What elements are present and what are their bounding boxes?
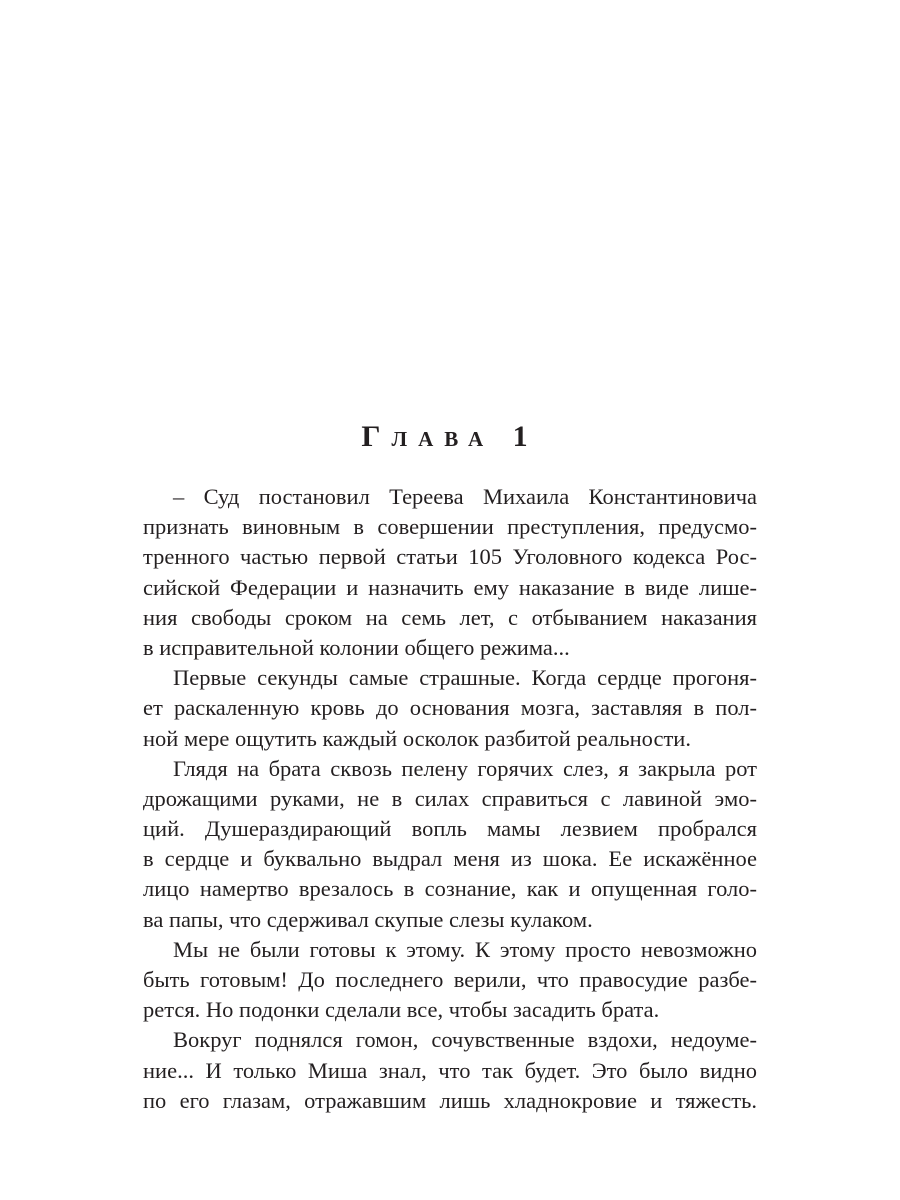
text-line: признать виновным в совершении преступления, предусмо- (143, 514, 757, 540)
text-line: в исправительной колонии общего режима... (143, 634, 570, 660)
paragraph (143, 935, 757, 1026)
paragraph (143, 1025, 757, 1116)
text-line: рется. Но подонки сделали все, чтобы засадить брата. (143, 997, 660, 1023)
text-line: ва папы, что сдерживал скупые слезы кулаком. (143, 906, 593, 932)
text-line: быть готовым! До последнего верили, что правосудие разбе- (143, 967, 757, 992)
text-line: дрожащими руками, не в силах справиться с лавиной эмо- (143, 785, 757, 811)
text-line: тренного частью первой статьи 105 Уголовного кодекса Рос- (143, 544, 757, 570)
paragraph (143, 482, 757, 663)
text-line: ет раскаленную кровь до основания мозга, заставляя в пол- (143, 695, 757, 721)
text-line: Глядя на брата сквозь пелену горячих слез, я закрыла рот (173, 755, 757, 781)
text-line: в сердце и буквально выдрал меня из шока. Ее искажённое (143, 846, 757, 872)
text-line: Первые секунды самые страшные. Когда сердце прогоня- (173, 665, 757, 691)
text-line: сийской Федерации и назначить ему наказание в виде лише- (143, 574, 757, 600)
text-line: ной мере ощутить каждый осколок разбитой реальности. (143, 725, 691, 751)
chapter-body (143, 482, 757, 1116)
text-line: ние... И только Миша знал, что так будет. Это было видно (143, 1057, 757, 1083)
chapter-title: Глава 1 (361, 420, 539, 453)
paragraph (143, 663, 757, 754)
text-line: Мы не были готовы к этому. К этому просто невозможно (173, 936, 757, 962)
text-line: ния свободы сроком на семь лет, с отбыванием наказания (143, 604, 757, 630)
text-line: по его глазам, отражавшим лишь хладнокровие и тяжесть. (143, 1087, 757, 1113)
paragraph (143, 754, 757, 935)
text-line: лицо намертво врезалось в сознание, как и опущенная голо- (143, 876, 757, 902)
text-line: – Суд постановил Тереева Михаила Константиновича (173, 484, 757, 509)
text-line: ций. Душераздирающий вопль мамы лезвием пробрался (143, 816, 757, 842)
text-line: Вокруг поднялся гомон, сочувственные вздохи, недоуме- (173, 1027, 757, 1053)
